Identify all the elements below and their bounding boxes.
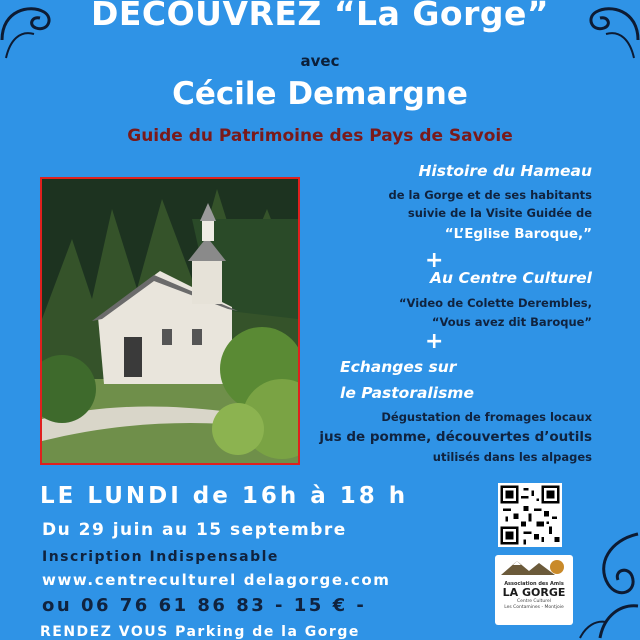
qr-code-icon[interactable] [498, 483, 562, 547]
section2-heading: Au Centre Culturel [430, 269, 592, 287]
meeting-point: RENDEZ VOUS Parking de la Gorge [40, 624, 360, 640]
guide-subtitle: Guide du Patrimoine des Pays de Savoie [127, 126, 513, 146]
logo-top-text: Association des Amis [504, 581, 564, 587]
poster-title: DECOUVREZ “La Gorge” [90, 0, 550, 33]
section3-heading-line2: le Pastoralisme [340, 384, 474, 402]
section1-line2: suivie de la Visite Guidée de [407, 206, 592, 220]
section1-line3: “L’Eglise Baroque,” [444, 226, 592, 242]
mountain-icon [495, 555, 573, 577]
avec-label: avec [300, 52, 340, 70]
section1-heading: Histoire du Hameau [418, 162, 592, 180]
section1-line1: de la Gorge et de ses habitants [388, 188, 592, 202]
association-logo [495, 555, 573, 625]
registration-note: Inscription Indispensable [42, 549, 279, 565]
plus-sign-2: + [425, 329, 444, 354]
schedule-dates: Du 29 juin au 15 septembre [42, 520, 347, 540]
section3-line2: jus de pomme, découvertes d’outils [319, 429, 592, 445]
guide-name: Cécile Demargne [172, 76, 468, 112]
schedule-day-time: LE LUNDI de 16h à 18 h [40, 483, 409, 509]
section3-heading-line1: Echanges sur [340, 358, 457, 376]
website-link[interactable]: www.centreculturel delagorge.com [42, 571, 391, 589]
logo-bottom-text: Les Contamines - Montjoie [504, 605, 564, 610]
church-photo [40, 177, 300, 465]
section2-line2: “Vous avez dit Baroque” [431, 315, 592, 329]
section2-line1: “Video de Colette Derembles, [398, 296, 592, 310]
section3-line1: Dégustation de fromages locaux [381, 410, 592, 424]
logo-sub-text: Centre Culturel [516, 599, 552, 604]
phone-price: ou 06 76 61 86 83 - 15 € - [42, 595, 367, 616]
plus-sign-1: + [425, 248, 444, 273]
section3-line3: utilisés dans les alpages [432, 450, 592, 464]
logo-name: LA GORGE [502, 586, 566, 599]
